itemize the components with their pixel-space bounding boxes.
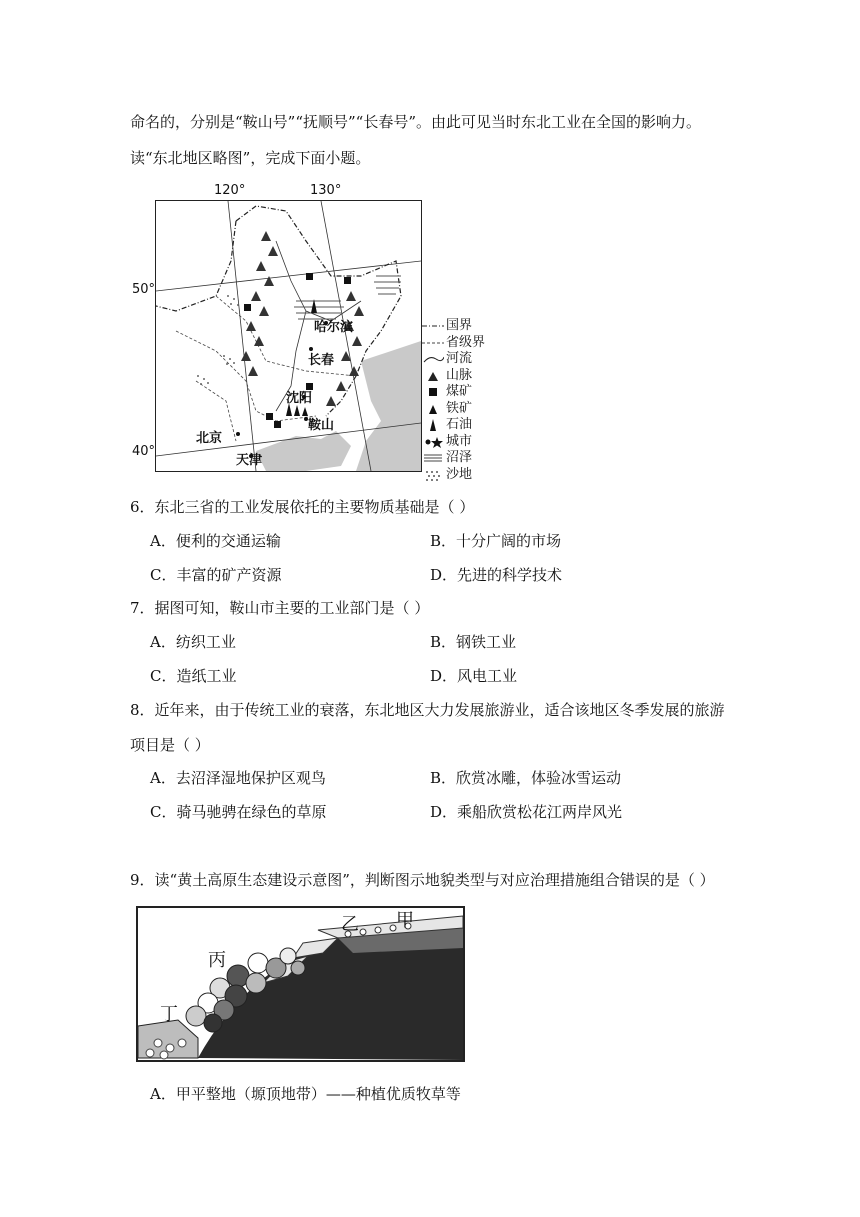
question-8-stem-line-1: 8．近年来，由于传统工业的衰落，东北地区大力发展旅游业，适合该地区冬季发展的旅游 [130, 701, 725, 719]
question-8-option-d: D．乘船欣赏松花江两岸风光 [430, 803, 623, 821]
question-7-option-d: D．风电工业 [430, 667, 518, 685]
legend-marsh: 沼泽 [446, 450, 473, 465]
question-7-option-b: B．钢铁工业 [430, 633, 517, 651]
city-tianjin-label: 天津 [236, 453, 263, 468]
legend-national-border: 国界 [446, 318, 473, 333]
loess-plateau-diagram [136, 906, 465, 1062]
northeast-map [155, 200, 422, 472]
city-harbin-label: 哈尔滨 [314, 320, 354, 335]
legend-oil: 石油 [422, 417, 485, 434]
question-7-option-c: C．造纸工业 [150, 667, 237, 685]
question-9-stem: 9．读“黄土高原生态建设示意图”，判断图示地貌类型与对应治理措施组合错误的是（ ） [130, 871, 715, 889]
legend-mountain: 山脉 [422, 368, 485, 385]
question-8-stem-line-2: 项目是（ ） [130, 736, 210, 754]
legend-river: 河流 [422, 351, 485, 368]
city-anshan-label: 鞍山 [308, 418, 335, 433]
intro-line-2: 读“东北地区略图”，完成下面小题。 [130, 149, 371, 167]
map-legend [422, 318, 485, 483]
label-ding: 丁 [160, 1004, 178, 1025]
label-yi: 乙 [341, 914, 359, 935]
question-8-option-a: A．去沼泽湿地保护区观鸟 [150, 769, 326, 787]
question-8-option-c: C．骑马驰骋在绿色的草原 [150, 803, 327, 821]
city-beijing-label: 北京 [196, 431, 223, 446]
loess-plateau-drawing [138, 908, 463, 1060]
label-jia: 甲 [396, 910, 414, 931]
question-6-option-a: A．便利的交通运输 [150, 532, 281, 550]
question-7-stem: 7．据图可知，鞍山市主要的工业部门是（ ） [130, 599, 430, 617]
question-8-option-b: B．欣赏冰雕，体验冰雪运动 [430, 769, 622, 787]
lat-label-40: 40° [132, 444, 156, 459]
question-6-option-b: B．十分广阔的市场 [430, 532, 562, 550]
legend-city: 城市 [422, 434, 485, 451]
lat-label-50: 50° [132, 282, 156, 297]
lon-label-120: 120° [214, 183, 246, 198]
lon-label-130: 130° [310, 183, 342, 198]
city-shenyang-label: 沈阳 [286, 391, 313, 406]
question-6-stem: 6．东北三省的工业发展依托的主要物质基础是（ ） [130, 498, 475, 516]
city-changchun-label: 长春 [308, 353, 335, 368]
legend-iron: 铁矿 [422, 401, 485, 418]
intro-line-1: 命名的，分别是“鞍山号”“抚顺号”“长春号”。由此可见当时东北工业在全国的影响力。 [130, 113, 702, 131]
question-6-option-d: D．先进的科学技术 [430, 566, 563, 584]
legend-sand: 沙地 [422, 467, 485, 484]
label-bing: 丙 [208, 950, 226, 971]
question-6-option-c: C．丰富的矿产资源 [150, 566, 282, 584]
question-9-option-a: A．甲平整地（塬顶地带）——种植优质牧草等 [150, 1085, 461, 1103]
legend-provincial-border: 省级界 [446, 334, 486, 350]
legend-coal: 煤矿 [422, 384, 485, 401]
question-7-option-a: A．纺织工业 [150, 633, 236, 651]
